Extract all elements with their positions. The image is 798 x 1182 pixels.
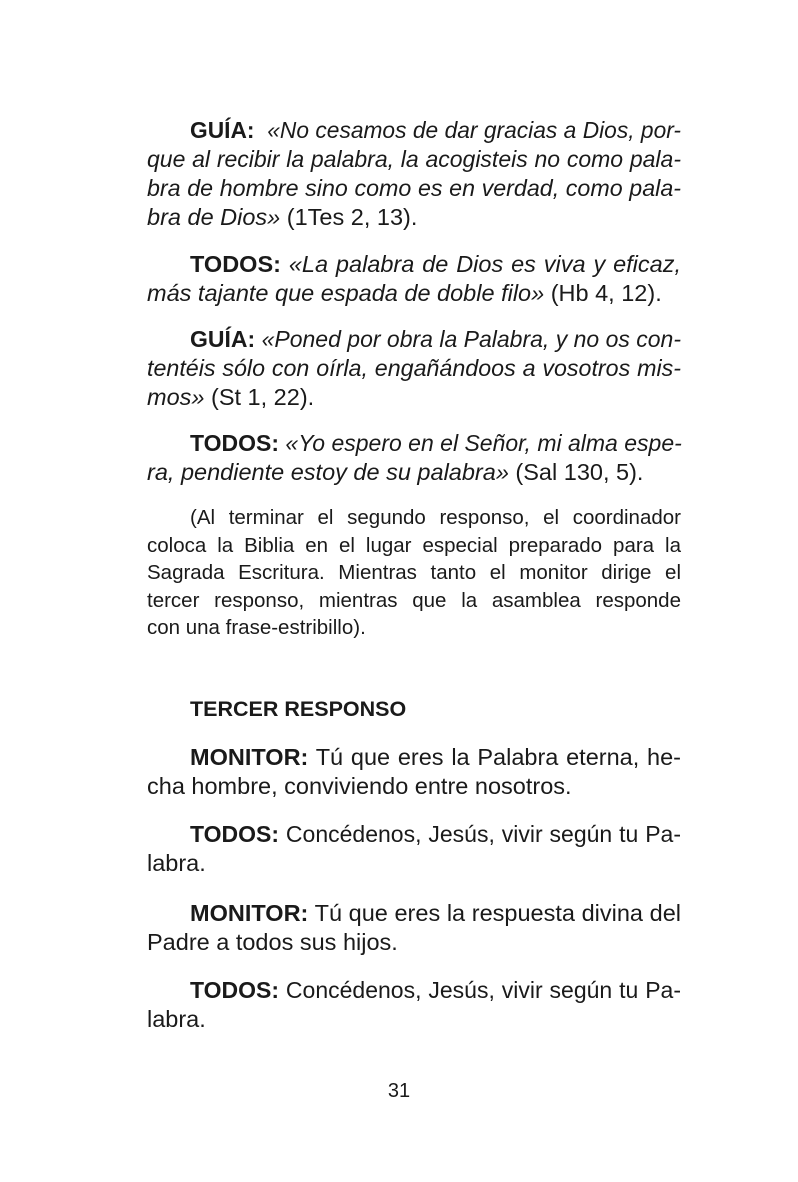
paragraph-guia-1-line-1 [190, 115, 681, 145]
bible-reference: (Hb 4, 12). [544, 280, 662, 306]
speaker-label: TODOS: [190, 821, 280, 847]
paragraph-guia-1-line-2: que al recibir la palabra, la acogisteis no como pala- [147, 146, 681, 172]
speaker-label: TODOS: [190, 251, 281, 277]
instruction-line: coloca la Biblia en el lugar especial preparado para la [147, 534, 681, 557]
response-monitor-2-line-2: Padre a todos sus hijos. [147, 929, 398, 955]
speaker-label: MONITOR: [190, 744, 309, 770]
response-monitor-2-line-1 [190, 898, 681, 928]
paragraph-guia-1-line-3: bra de hombre sino como es en verdad, como pala- [147, 175, 681, 201]
paragraph-todos-2-line-1 [190, 428, 681, 458]
response-todos-1-line-1 [190, 819, 681, 849]
paragraph-guia-1-line-4 [147, 202, 681, 232]
quote-text: bra de Dios» [147, 204, 281, 230]
instruction-line: Sagrada Escritura. Mientras tanto el monitor dirige el [147, 561, 681, 584]
response-todos-2-line-1 [190, 975, 681, 1005]
instruction-line: (Al terminar el segundo responso, el coordinador [190, 506, 681, 529]
section-heading: TERCER RESPONSO [190, 697, 407, 721]
response-monitor-1-line-2: cha hombre, conviviendo entre nosotros. [147, 773, 572, 799]
page-body [147, 0, 681, 1182]
speaker-label: TODOS: [190, 430, 280, 456]
instruction-line: tercer responso, mientras que la asamblea responde [147, 589, 681, 612]
paragraph-todos-1-line-2 [147, 278, 681, 308]
bible-reference: (Sal 130, 5). [508, 459, 644, 485]
paragraph-guia-2-line-2: tentéis sólo con oírla, engañándoos a vosotros mis- [147, 355, 681, 381]
response-todos-1-line-2: labra. [147, 850, 206, 876]
response-text: Concédenos, Jesús, vivir según tu Pa- [279, 977, 681, 1003]
speaker-label: MONITOR: [190, 900, 309, 926]
paragraph-guia-2-line-3 [147, 382, 681, 412]
bible-reference: (St 1, 22). [204, 384, 315, 410]
speaker-label: GUÍA: [190, 326, 256, 352]
paragraph-todos-1-line-1 [190, 249, 681, 279]
quote-text: mos» [147, 384, 205, 410]
response-monitor-1-line-1 [190, 742, 681, 772]
quote-text: «La palabra de Dios es viva y eficaz, [288, 251, 681, 277]
response-text: Concédenos, Jesús, vivir según tu Pa- [279, 821, 681, 847]
quote-text: «Poned por obra la Palabra, y no os con- [261, 326, 681, 352]
instruction-line: con una frase-estribillo). [147, 616, 366, 639]
quote-text: más tajante que espada de doble filo» [147, 280, 545, 306]
speaker-label: TODOS: [190, 977, 280, 1003]
bible-reference: (1Tes 2, 13). [280, 204, 418, 230]
response-text: Tú que eres la Palabra eterna, he- [308, 744, 681, 770]
quote-text: «Yo espero en el Señor, mi alma espe- [285, 430, 682, 456]
quote-text: «No cesamos de dar gracias a Dios, por- [267, 117, 681, 143]
quote-text: ra, pendiente estoy de su palabra» [147, 459, 509, 485]
response-text: Tú que eres la respuesta divina del [308, 900, 681, 926]
speaker-label: GUÍA: [190, 117, 255, 143]
paragraph-guia-2-line-1 [190, 324, 681, 354]
paragraph-todos-2-line-2 [147, 457, 681, 487]
page-number: 31 [387, 1080, 411, 1102]
response-todos-2-line-2: labra. [147, 1006, 206, 1032]
